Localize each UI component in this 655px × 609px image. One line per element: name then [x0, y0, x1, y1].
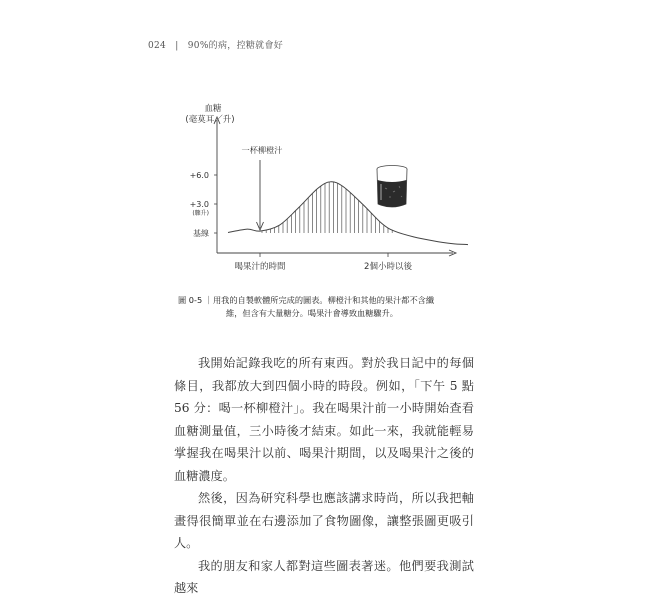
x-ticks: [234, 253, 412, 272]
annotation-label: 一杯柳橙汁: [241, 145, 283, 155]
page-number: 024: [148, 41, 167, 51]
y-tick-label: +3.0: [189, 200, 209, 209]
figure-caption: [178, 294, 478, 320]
paragraph-2: 然後，因為研究科學也應該講求時尚，所以我把軸畫得很簡單並在右邊添加了食物圖像，讓整張圖更吸引人。: [174, 491, 474, 550]
glucose-chart: [170, 98, 470, 288]
y-tick-label: 基線: [193, 229, 209, 238]
paragraph-3: 我的朋友和家人都對這些圖表著迷。他們要我測試越來: [174, 558, 474, 595]
paragraph-1: 我開始記錄我吃的所有東西。對於我日記中的每個條目，我都放大到四個小時的時段。例如，「下午 5 點 56 分：喝一杯柳橙汁」。我在喝果汁前一小時開始查看血糖測量值，三小時後才結束。如此一來，我就能輕易掌握我在喝果汁以前、喝果汁期間，以及喝果汁之後的血糖濃度。: [174, 356, 474, 483]
glucose-curve: [228, 182, 468, 245]
glass-of-orange-juice-drawing: [377, 166, 407, 208]
glucose-chart-svg: [170, 98, 470, 288]
running-head-separator: |: [175, 41, 179, 51]
body-text: [174, 352, 474, 600]
y-ticks: [190, 171, 217, 238]
y-tick-label: +6.0: [189, 171, 209, 180]
caption-line-2: 維，但含有大量糖分。喝果汁會導致血糖驟升。: [226, 308, 398, 318]
book-title: 90%的病，控糖就會好: [187, 41, 284, 51]
x-tick-label: 2個小時以後: [364, 262, 412, 272]
y-axis-title-line1: 血糖: [204, 104, 222, 114]
running-head: [148, 38, 283, 51]
y-tick-note: (驟升): [192, 210, 209, 217]
x-tick-label: 喝果汁的時間: [234, 262, 286, 272]
caption-line-1: 圖 0-5 ｜用我的自製軟體所完成的圖表。柳橙汁和其他的果汁都不含纖: [178, 295, 435, 305]
y-axis-title-line2: (毫莫耳／升): [185, 115, 235, 125]
juice-fill: [378, 180, 407, 207]
